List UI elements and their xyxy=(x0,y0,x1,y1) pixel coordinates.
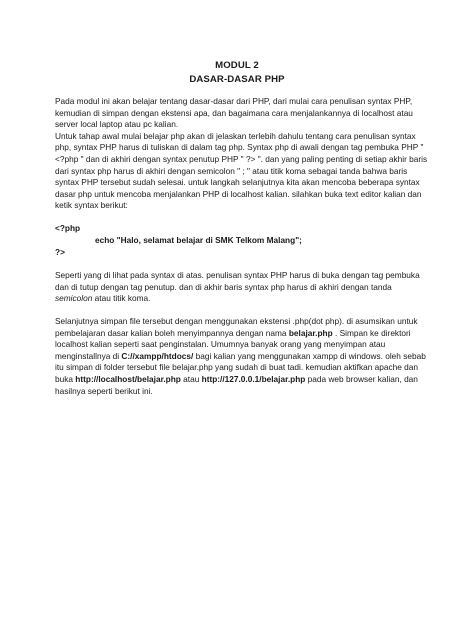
code-close-tag: ?> xyxy=(55,247,65,257)
filename-text: belajar.php xyxy=(288,327,333,338)
intro-paragraph xyxy=(55,96,430,212)
code-echo-line: echo "Halo, selamat belajar di SMK Telkom Malang"; xyxy=(95,235,302,245)
explain-text-b: atau titik koma. xyxy=(92,293,151,304)
save-text-1: Selanjutnya simpan file tersebut dengan menggunakan ekstensi .php(dot php). di asumsikan untuk pembelajaran dasar kalian boleh menyimpannya dengan nama xyxy=(55,316,418,338)
intro-text-1: Pada modul ini akan belajar tentang dasar-dasar dari PHP, dari mulai cara penulisan syntax PHP, kemudian di simpan dengan ekstensi apa, dan bagaimana cara menjalankannya di localhost atau server local laptop atau pc kalian. xyxy=(55,96,413,130)
explain-text-a: Seperti yang di lihat pada syntax di atas. penulisan syntax PHP harus di buka dengan tag pembuka dan di tutup dengan tag penutup. dan di akhir baris syntax php harus di akhiri dengan tanda xyxy=(55,270,420,292)
save-paragraph xyxy=(55,316,430,397)
module-subtitle: DASAR-DASAR PHP xyxy=(189,74,285,85)
code-open-tag: <?php xyxy=(55,223,81,233)
module-title: MODUL 2 xyxy=(215,60,259,71)
save-text-4: atau xyxy=(180,373,202,384)
save-text-5: pada web browser kalian, dan hasilnya seperti berikut ini. xyxy=(55,373,418,396)
localhost-url: http://localhost/belajar.php xyxy=(75,373,181,384)
ip-url: http://127.0.0.1/belajar.php xyxy=(201,373,306,384)
save-text-2: . Simpan ke direktori localhost kalian seperti saat penginstalan. Umumnya banyak orang yang menyimpan atau menginstallnya di xyxy=(55,327,411,361)
intro-text-2: Untuk tahap awal mulai belajar php akan di jelaskan terlebih dahulu tentang cara penulisan syntax php, syntax PHP harus di tuliskan di dalam tag php. Syntax php di awali dengan tag pembuka PHP " <?php " dan di akhiri dengan syntax penutup PHP " ?> ". dan yang paling penting di setiap akhir baris dari syntax php harus di akhiri dengan semicolon " ; " atau titik koma sebagai tanda bahwa baris syntax PHP tersebut sudah selesai. untuk langkah selanjutnya kita akan mencoba beberapa syntax dasar php untuk mencoba menjalankan PHP di localhost kalian. silahkan buka text editor kalian dan ketik syntax berikut: xyxy=(55,130,428,211)
path-text: C://xampp/htdocs/ xyxy=(121,350,194,361)
explain-paragraph xyxy=(55,270,430,305)
semicolon-term: semicolon xyxy=(55,293,93,304)
save-text-3: bagi kalian yang menggunakan xampp di windows. oleh sebab itu simpan di folder tersebut file belajar.php yang sudah di buat tadi. kemudian aktifkan apache dan buka xyxy=(55,350,426,384)
